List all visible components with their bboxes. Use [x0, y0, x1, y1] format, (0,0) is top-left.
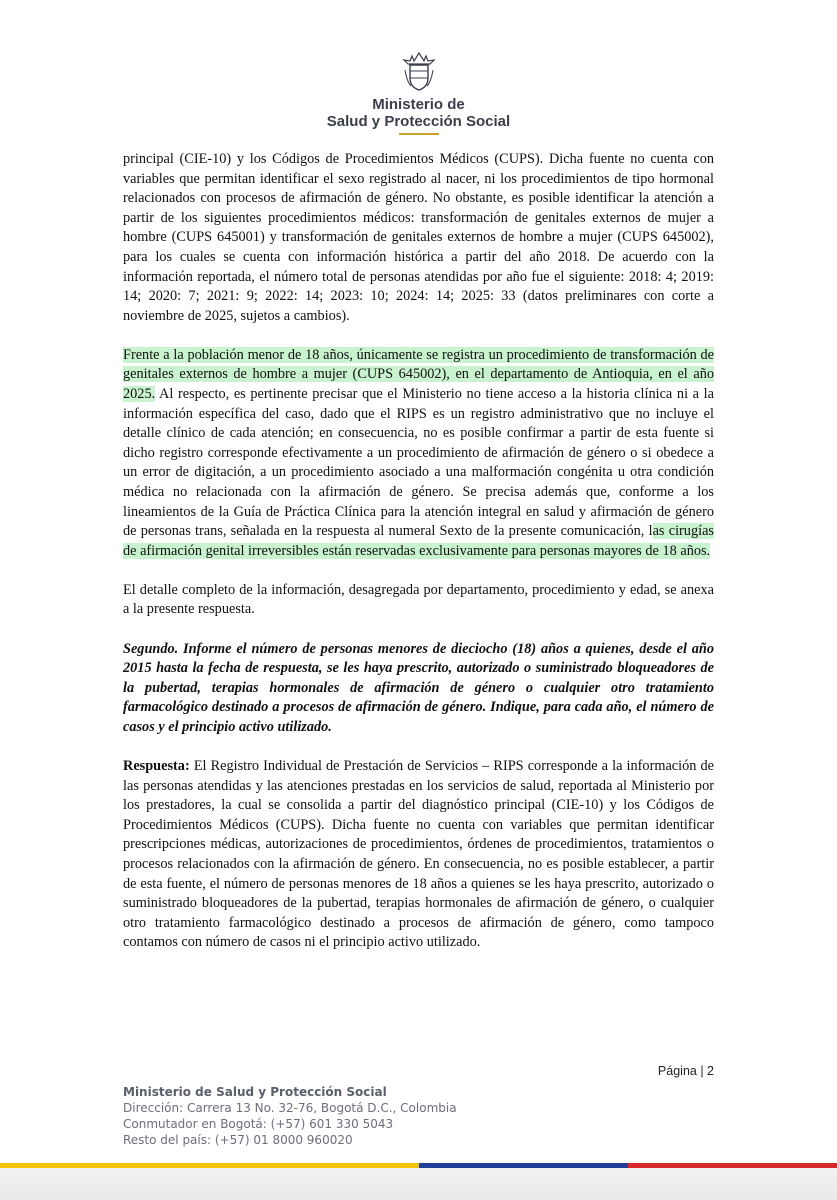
coat-of-arms-icon [402, 50, 436, 92]
letterhead [0, 50, 837, 135]
footer [123, 1084, 723, 1148]
paragraph-text: principal (CIE-10) y los Códigos de Procedimientos Médicos (CUPS). Dicha fuente no cuenta con variables que permitan identificar el sexo registrado al nacer, ni los procedimientos de tipo hormonal relacionados con procesos de afirmación de género. No obstante, es posible identificar la atención a partir de los siguientes procedimientos médicos: transformación de genitales externos de mujer a hombre (CUPS 645001) y transformación de genitales externos de hombre a mujer (CUPS 645002), para los cuales se cuenta con información histórica a partir del año 2018. De acuerdo con la información reportada, el número total de personas atendidas por año fue el siguiente: 2018: 4; 2019: 14; 2020: 7; 2021: 9; 2022: 14; 2023: 10; 2024: 14; 2025: 33 (datos preliminares con corte a noviembre de 2025, sujetos a cambios). [123, 151, 714, 324]
document-body [123, 150, 714, 953]
footer-phone-country: Resto del país: (+57) 01 8000 960020 [123, 1133, 353, 1147]
ministry-underline [399, 133, 439, 135]
ministry-line-1: Ministerio de [372, 96, 465, 113]
ministry-line-2: Salud y Protección Social [326, 113, 511, 130]
paragraph-minors [123, 346, 714, 562]
footer-address: Dirección: Carrera 13 No. 32-76, Bogotá D.C., Colombia [123, 1101, 457, 1115]
footer-phone-bogota: Conmutador en Bogotá: (+57) 601 330 5043 [123, 1117, 394, 1131]
answer-label: Respuesta: [123, 758, 190, 775]
paragraph-statistics [123, 150, 714, 326]
page-bottom-margin [0, 1168, 837, 1200]
question-text: Segundo. Informe el número de personas menores de dieciocho (18) años a quienes, desde el año 2015 hasta la fecha de respuesta, se les haya prescrito, autorizado o suministrado bloqueadores de la pubertad, terapias hormonales de afirmación de género o cualquier otro tratamiento farmacológico destinado a procesos de afirmación de género. Indique, para cada año, el número de casos y el principio activo utilizado. [123, 640, 714, 735]
answer-text: El Registro Individual de Prestación de Servicios – RIPS corresponde a la información de las personas atendidas y las atenciones prestadas en los servicios de salud, reportada al Ministerio por los prestadores, la cual se consolida a partir del diagnóstico principal (CIE-10) y los Códigos de Procedimientos Médicos (CUPS). Dicha fuente no cuenta con variables que permitan identificar prescripciones médicas, autorizaciones de procedimientos, órdenes de procedimientos, tratamientos o procesos relacionados con la afirmación de género. En consecuencia, no es posible establecer, a partir de esta fuente, el número de personas menores de 18 años a quienes se les haya prescrito, autorizado o suministrado bloqueadores de la pubertad, terapias hormonales de afirmación de género, o cualquier otro tratamiento farmacológico destinado a procesos de afirmación de género, como tampoco contamos con número de casos ni el principio activo utilizado. [123, 758, 714, 951]
paragraph-text: El detalle completo de la información, desagregada por departamento, procedimiento y edad, se anexa a la presente respuesta. [123, 581, 714, 618]
highlighted-text: as cirugías de afirmación genital irreversibles están reservadas exclusivamente para personas mayores de 18 años. [123, 523, 714, 559]
answer-respuesta [123, 757, 714, 953]
highlighted-text: Frente a la población menor de 18 años, únicamente se registra un procedimiento de transformación de genitales externos de hombre a mujer (CUPS 645002), en el departamento de Antioquia, en el año 2025. [123, 346, 714, 403]
paragraph-annex [123, 581, 714, 620]
page-number: Página | 2 [657, 1064, 714, 1078]
question-segundo [123, 640, 714, 738]
paragraph-text: Al respecto, es pertinente precisar que el Ministerio no tiene acceso a la historia clínica ni a la información específica del caso, dado que el RIPS es un registro administrativo que no incluye el detalle clínico de cada atención; en consecuencia, no es posible confirmar a partir de esta fuente si dicho registro corresponde efectivamente a un procedimiento de afirmación de género o si obedece a un error de digitación, a un procedimiento asociado a una malformación congénita u otra condición médica no relacionada con la afirmación de género. Se precisa además que, conforme a los lineamientos de la Guía de Práctica Clínica para la atención integral en salud y afirmación de género de personas trans, señalada en la respuesta al numeral Sexto de la presente comunicación, l [123, 386, 714, 540]
footer-ministry-name: Ministerio de Salud y Protección Social [123, 1085, 387, 1099]
ministry-name [0, 96, 837, 130]
